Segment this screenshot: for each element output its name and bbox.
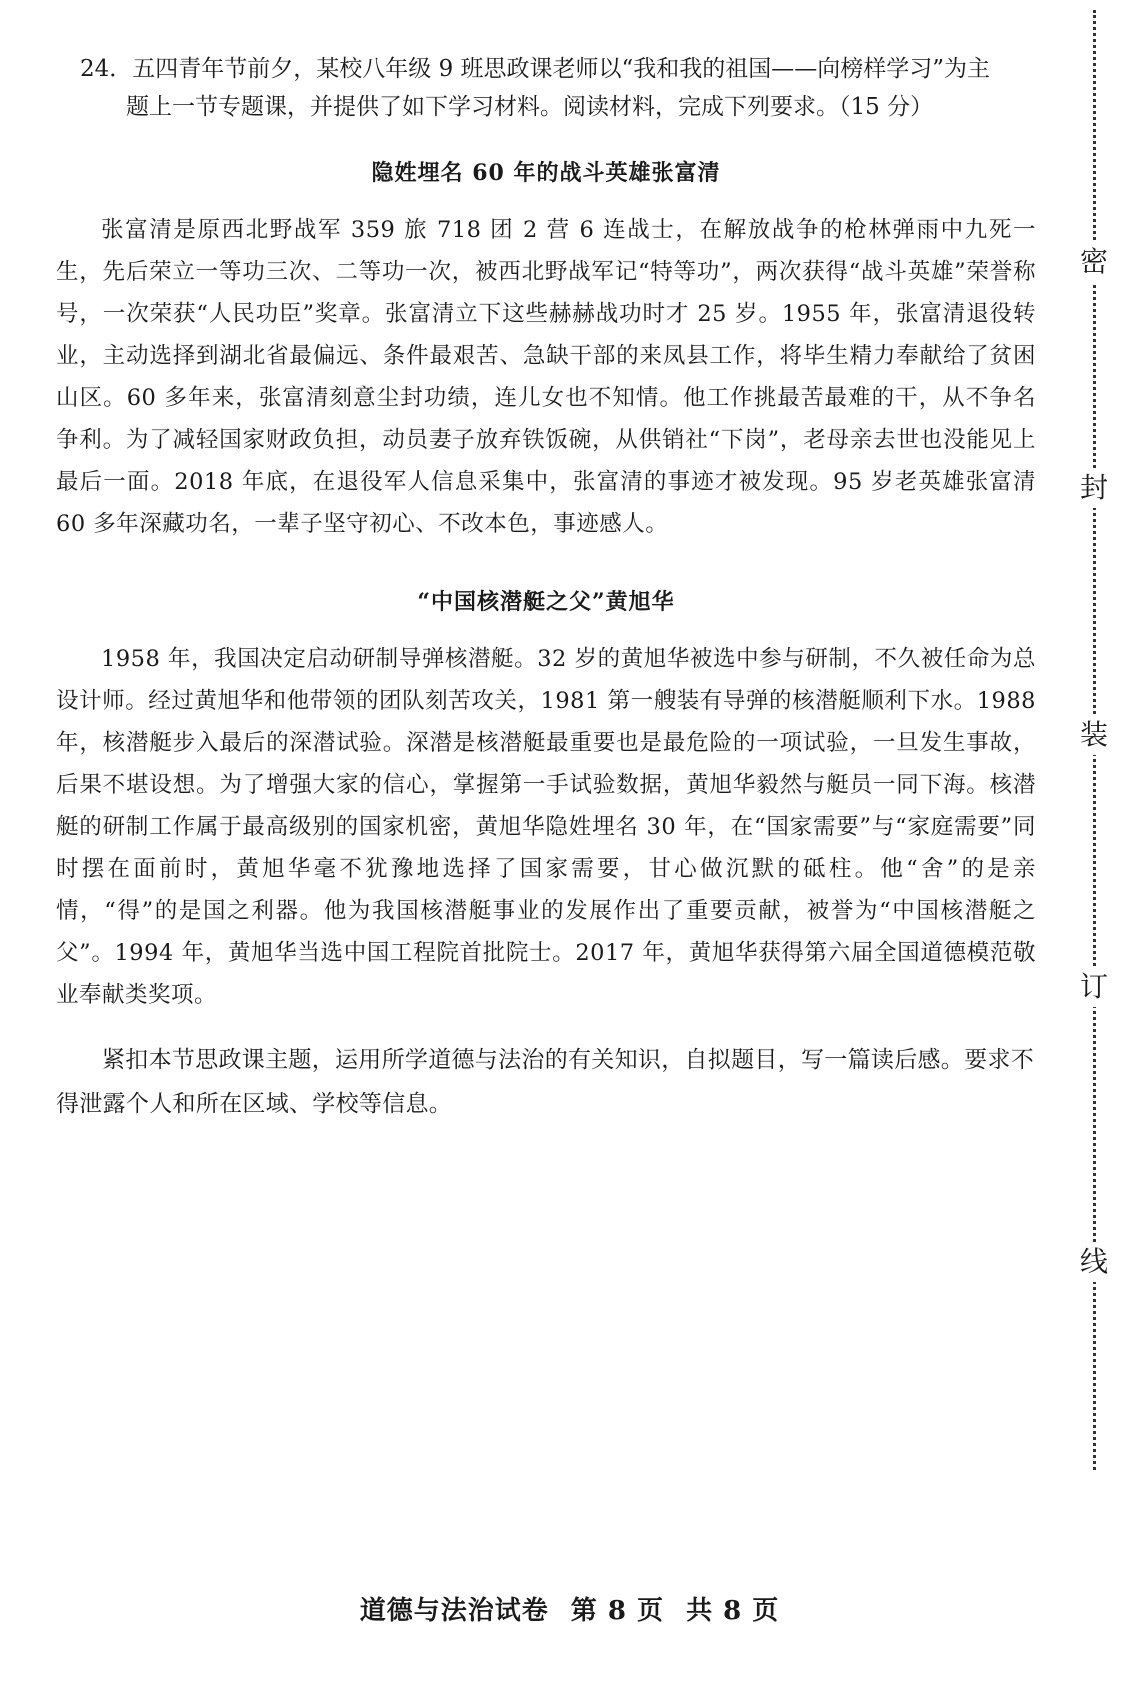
material-1-text: 张富清是原西北野战军 359 旅 718 团 2 营 6 连战士，在解放战争的枪林弹雨中九死一生，先后荣立一等功三次、二等功一次，被西北野战军记“特等功”，两次获得“战斗英雄”荣誉称号，一次荣获“人民功臣”奖章。张富清立下这些赫赫战功时才 25 岁。1955 年，张富清退役转业，主动选择到湖北省最偏远、条件最艰苦、急缺干部的来凤县工作，将毕生精力奉献给了贫困山区。60 多年来，张富清刻意尘封功绩，连儿女也不知情。他工作挑最苦最难的干，从不争名争利。为了减轻国家财政负担，动员妻子放弃铁饭碗，从供销社“下岗”，老母亲去世也没能见上最后一面。2018 年底，在退役军人信息采集中，张富清的事迹才被发现。95 岁老英雄张富清 60 多年深藏功名，一辈子坚守初心、不改本色，事迹感人。 (56, 217, 1036, 537)
footer-page-number: 第 8 页 (570, 1596, 664, 1626)
page-content (56, 50, 1036, 1126)
material-1-title: 隐姓埋名 60 年的战斗英雄张富清 (371, 160, 721, 186)
material-2-text: 1958 年，我国决定启动研制导弹核潜艇。32 岁的黄旭华被选中参与研制，不久被任命为总设计师。经过黄旭华和他带领的团队刻苦攻关，1981 第一艘装有导弹的核潜艇顺利下水。1988 年，核潜艇步入最后的深潜试验。深潜是核潜艇最重要也是最危险的一项试验，一旦发生事故，后果不堪设想。为了增强大家的信心，掌握第一手试验数据，黄旭华毅然与艇员一同下海。核潜艇的研制工作属于最高级别的国家机密，黄旭华隐姓埋名 30 年，在“国家需要”与“家庭需要”同时摆在面前时，黄旭华毫不犹豫地选择了国家需要，甘心做沉默的砥柱。他“舍”的是亲情，“得”的是国之利器。他为我国核潜艇事业的发展作出了重要贡献，被誉为“中国核潜艇之父”。1994 年，黄旭华当选中国工程院首批院士。2017 年，黄旭华获得第六届全国道德模范敬业奉献类奖项。 (56, 646, 1036, 1008)
binding-line (1074, 10, 1114, 1470)
footer-total-pages: 共 8 页 (686, 1596, 780, 1626)
question-prompt (56, 50, 1036, 126)
binding-mark-zhuang: 装 (1076, 715, 1112, 755)
binding-mark-mi: 密 (1076, 242, 1112, 282)
question-line-2: 题上一节专题课，并提供了如下学习材料。阅读材料，完成下列要求。（15 分） (126, 94, 934, 120)
page-footer (0, 1590, 1139, 1627)
material-2-title: “中国核潜艇之父”黄旭华 (417, 589, 675, 615)
binding-mark-ding: 订 (1076, 967, 1112, 1007)
writing-task: 紧扣本节思政课主题，运用所学道德与法治的有关知识，自拟题目，写一篇读后感。要求不得泄露个人和所在区域、学校等信息。 (56, 1047, 1034, 1117)
binding-mark-feng: 封 (1076, 468, 1112, 508)
question-line-1: 24．五四青年节前夕，某校八年级 9 班思政课老师以“我和我的祖国——向榜样学习”为主 (80, 56, 991, 82)
footer-subject: 道德与法治试卷 (359, 1596, 549, 1626)
binding-mark-xian: 线 (1076, 1242, 1112, 1282)
